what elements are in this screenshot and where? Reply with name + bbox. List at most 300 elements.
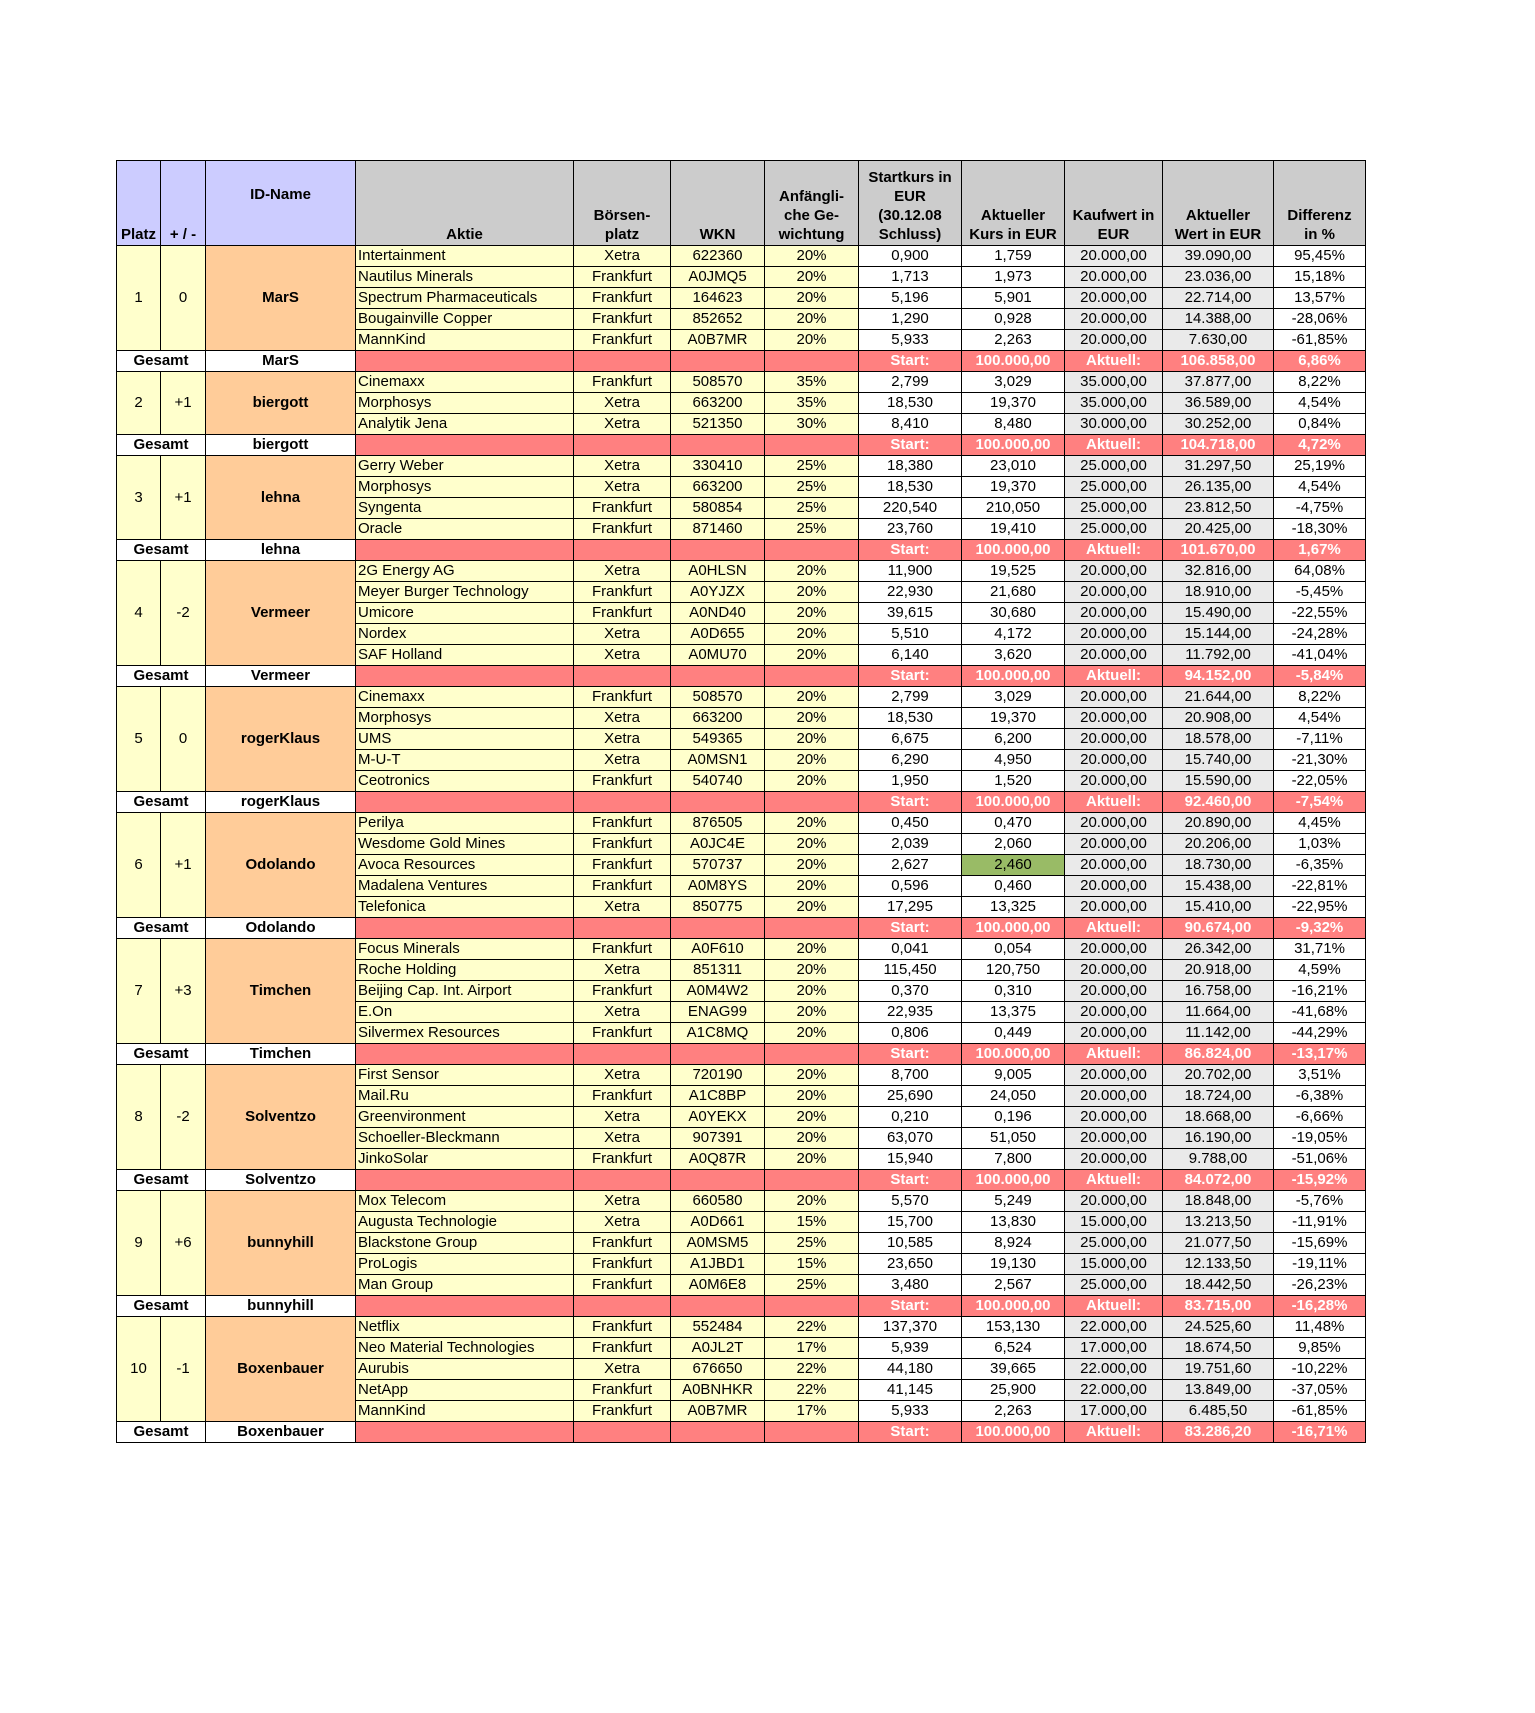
start-price-cell: 8,410 (859, 414, 962, 435)
current-value-cell: 24.525,60 (1163, 1317, 1274, 1338)
wkn-cell: 660580 (671, 1191, 765, 1212)
total-empty-cell (671, 918, 765, 939)
exchange-cell: Frankfurt (574, 1401, 671, 1422)
weight-cell: 20% (765, 939, 859, 960)
start-price-cell: 137,370 (859, 1317, 962, 1338)
exchange-cell: Xetra (574, 960, 671, 981)
total-current-label: Aktuell: (1065, 435, 1163, 456)
difference-cell: -4,75% (1274, 498, 1366, 519)
difference-cell: 11,48% (1274, 1317, 1366, 1338)
difference-cell: -5,45% (1274, 582, 1366, 603)
participant-name-cell: MarS (206, 246, 356, 351)
wkn-cell: A0YJZX (671, 582, 765, 603)
weight-cell: 35% (765, 393, 859, 414)
rank-change-cell: -2 (161, 561, 206, 666)
total-start-label: Start: (859, 666, 962, 687)
total-difference: -15,92% (1274, 1170, 1366, 1191)
current-value-cell: 26.135,00 (1163, 477, 1274, 498)
current-price-cell: 39,665 (962, 1359, 1065, 1380)
difference-cell: -18,30% (1274, 519, 1366, 540)
total-row (117, 1044, 1366, 1065)
rank-cell: 5 (117, 687, 161, 792)
ranking-table (116, 160, 1366, 1443)
start-price-cell: 2,627 (859, 855, 962, 876)
current-value-cell: 11.792,00 (1163, 645, 1274, 666)
wkn-cell: 876505 (671, 813, 765, 834)
exchange-cell: Frankfurt (574, 582, 671, 603)
difference-cell: -51,06% (1274, 1149, 1366, 1170)
purchase-value-cell: 20.000,00 (1065, 1086, 1163, 1107)
wkn-cell: 907391 (671, 1128, 765, 1149)
current-price-cell: 0,928 (962, 309, 1065, 330)
total-empty-cell (574, 792, 671, 813)
start-price-cell: 5,939 (859, 1338, 962, 1359)
stock-name-cell: Mox Telecom (356, 1191, 574, 1212)
participant-name-cell: lehna (206, 456, 356, 540)
weight-cell: 20% (765, 1023, 859, 1044)
rank-change-cell: +6 (161, 1191, 206, 1296)
purchase-value-cell: 20.000,00 (1065, 1107, 1163, 1128)
exchange-cell: Frankfurt (574, 309, 671, 330)
start-price-cell: 17,295 (859, 897, 962, 918)
total-start-label: Start: (859, 1296, 962, 1317)
total-start-value: 100.000,00 (962, 666, 1065, 687)
current-value-cell: 11.664,00 (1163, 1002, 1274, 1023)
weight-cell: 20% (765, 1191, 859, 1212)
weight-cell: 20% (765, 561, 859, 582)
current-price-cell: 0,054 (962, 939, 1065, 960)
rank-change-cell: -2 (161, 1065, 206, 1170)
purchase-value-cell: 20.000,00 (1065, 897, 1163, 918)
purchase-value-cell: 20.000,00 (1065, 1128, 1163, 1149)
col-header-change: + / - (161, 161, 206, 246)
exchange-cell: Xetra (574, 456, 671, 477)
exchange-cell: Frankfurt (574, 687, 671, 708)
current-value-cell: 18.910,00 (1163, 582, 1274, 603)
stock-name-cell: Ceotronics (356, 771, 574, 792)
total-current-value: 83.286,20 (1163, 1422, 1274, 1443)
purchase-value-cell: 15.000,00 (1065, 1212, 1163, 1233)
total-label: Gesamt (117, 1044, 206, 1065)
exchange-cell: Xetra (574, 477, 671, 498)
total-empty-cell (671, 1296, 765, 1317)
current-price-cell: 2,060 (962, 834, 1065, 855)
exchange-cell: Xetra (574, 1212, 671, 1233)
total-label: Gesamt (117, 351, 206, 372)
total-empty-cell (765, 351, 859, 372)
total-empty-cell (765, 1170, 859, 1191)
difference-cell: -41,04% (1274, 645, 1366, 666)
stock-name-cell: Bougainville Copper (356, 309, 574, 330)
stock-name-cell: 2G Energy AG (356, 561, 574, 582)
weight-cell: 35% (765, 372, 859, 393)
current-price-cell: 2,567 (962, 1275, 1065, 1296)
start-price-cell: 23,760 (859, 519, 962, 540)
start-price-cell: 6,675 (859, 729, 962, 750)
stock-name-cell: Wesdome Gold Mines (356, 834, 574, 855)
total-empty-cell (574, 918, 671, 939)
rank-cell: 6 (117, 813, 161, 918)
stock-row (117, 561, 1366, 582)
participant-name-cell: Solventzo (206, 1065, 356, 1170)
total-empty-cell (671, 540, 765, 561)
start-price-cell: 18,530 (859, 477, 962, 498)
total-start-label: Start: (859, 792, 962, 813)
exchange-cell: Frankfurt (574, 1254, 671, 1275)
difference-cell: -61,85% (1274, 330, 1366, 351)
total-participant-name: Solventzo (206, 1170, 356, 1191)
current-value-cell: 23.036,00 (1163, 267, 1274, 288)
total-row (117, 918, 1366, 939)
purchase-value-cell: 15.000,00 (1065, 1254, 1163, 1275)
total-participant-name: Timchen (206, 1044, 356, 1065)
participant-name-cell: Boxenbauer (206, 1317, 356, 1422)
current-price-cell: 3,029 (962, 687, 1065, 708)
current-price-cell: 13,325 (962, 897, 1065, 918)
wkn-cell: A0M8YS (671, 876, 765, 897)
current-price-cell: 0,470 (962, 813, 1065, 834)
total-start-value: 100.000,00 (962, 1170, 1065, 1191)
start-price-cell: 10,585 (859, 1233, 962, 1254)
difference-cell: 95,45% (1274, 246, 1366, 267)
exchange-cell: Frankfurt (574, 519, 671, 540)
current-price-cell: 13,375 (962, 1002, 1065, 1023)
stock-name-cell: Silvermex Resources (356, 1023, 574, 1044)
stock-name-cell: Oracle (356, 519, 574, 540)
current-value-cell: 18.578,00 (1163, 729, 1274, 750)
current-value-cell: 30.252,00 (1163, 414, 1274, 435)
total-difference: -5,84% (1274, 666, 1366, 687)
total-empty-cell (765, 666, 859, 687)
difference-cell: 15,18% (1274, 267, 1366, 288)
start-price-cell: 0,370 (859, 981, 962, 1002)
stock-name-cell: Meyer Burger Technology (356, 582, 574, 603)
total-current-value: 94.152,00 (1163, 666, 1274, 687)
wkn-cell: 871460 (671, 519, 765, 540)
total-empty-cell (356, 1422, 574, 1443)
col-header-wkn: WKN (671, 161, 765, 246)
purchase-value-cell: 20.000,00 (1065, 330, 1163, 351)
exchange-cell: Frankfurt (574, 876, 671, 897)
current-value-cell: 13.213,50 (1163, 1212, 1274, 1233)
current-value-cell: 15.740,00 (1163, 750, 1274, 771)
current-value-cell: 20.890,00 (1163, 813, 1274, 834)
wkn-cell: 663200 (671, 477, 765, 498)
rank-cell: 8 (117, 1065, 161, 1170)
start-price-cell: 2,799 (859, 687, 962, 708)
weight-cell: 20% (765, 309, 859, 330)
wkn-cell: 330410 (671, 456, 765, 477)
current-price-cell: 19,370 (962, 393, 1065, 414)
total-label: Gesamt (117, 918, 206, 939)
weight-cell: 20% (765, 834, 859, 855)
participant-name-cell: Vermeer (206, 561, 356, 666)
exchange-cell: Xetra (574, 897, 671, 918)
current-price-cell: 19,370 (962, 477, 1065, 498)
total-start-value: 100.000,00 (962, 1422, 1065, 1443)
total-empty-cell (574, 666, 671, 687)
total-empty-cell (356, 792, 574, 813)
purchase-value-cell: 20.000,00 (1065, 981, 1163, 1002)
purchase-value-cell: 25.000,00 (1065, 456, 1163, 477)
weight-cell: 20% (765, 246, 859, 267)
current-value-cell: 21.644,00 (1163, 687, 1274, 708)
stock-name-cell: Syngenta (356, 498, 574, 519)
wkn-cell: A0HLSN (671, 561, 765, 582)
weight-cell: 20% (765, 1086, 859, 1107)
exchange-cell: Xetra (574, 1107, 671, 1128)
stock-name-cell: Mail.Ru (356, 1086, 574, 1107)
participant-name-cell: Timchen (206, 939, 356, 1044)
total-start-value: 100.000,00 (962, 351, 1065, 372)
wkn-cell: 570737 (671, 855, 765, 876)
current-value-cell: 15.144,00 (1163, 624, 1274, 645)
col-header-aktie: Aktie (356, 161, 574, 246)
total-row (117, 666, 1366, 687)
total-empty-cell (574, 1170, 671, 1191)
participant-name-cell: biergott (206, 372, 356, 435)
total-empty-cell (765, 1422, 859, 1443)
exchange-cell: Frankfurt (574, 1275, 671, 1296)
wkn-cell: A1JBD1 (671, 1254, 765, 1275)
current-value-cell: 18.668,00 (1163, 1107, 1274, 1128)
table-header (117, 161, 1366, 246)
stock-name-cell: Cinemaxx (356, 372, 574, 393)
exchange-cell: Xetra (574, 393, 671, 414)
stock-row (117, 1191, 1366, 1212)
weight-cell: 22% (765, 1359, 859, 1380)
exchange-cell: Frankfurt (574, 1380, 671, 1401)
current-value-cell: 15.490,00 (1163, 603, 1274, 624)
current-price-cell: 19,370 (962, 708, 1065, 729)
total-current-label: Aktuell: (1065, 918, 1163, 939)
stock-name-cell: Focus Minerals (356, 939, 574, 960)
exchange-cell: Frankfurt (574, 288, 671, 309)
purchase-value-cell: 20.000,00 (1065, 624, 1163, 645)
wkn-cell: A0D655 (671, 624, 765, 645)
difference-cell: -19,05% (1274, 1128, 1366, 1149)
start-price-cell: 0,596 (859, 876, 962, 897)
current-value-cell: 7.630,00 (1163, 330, 1274, 351)
difference-cell: 8,22% (1274, 687, 1366, 708)
current-value-cell: 20.425,00 (1163, 519, 1274, 540)
stock-name-cell: Morphosys (356, 708, 574, 729)
wkn-cell: 852652 (671, 309, 765, 330)
current-price-cell: 30,680 (962, 603, 1065, 624)
wkn-cell: A0D661 (671, 1212, 765, 1233)
difference-cell: -11,91% (1274, 1212, 1366, 1233)
weight-cell: 20% (765, 855, 859, 876)
exchange-cell: Xetra (574, 1359, 671, 1380)
wkn-cell: A1C8BP (671, 1086, 765, 1107)
current-value-cell: 15.590,00 (1163, 771, 1274, 792)
wkn-cell: 508570 (671, 372, 765, 393)
purchase-value-cell: 20.000,00 (1065, 960, 1163, 981)
purchase-value-cell: 20.000,00 (1065, 288, 1163, 309)
exchange-cell: Xetra (574, 1065, 671, 1086)
total-label: Gesamt (117, 792, 206, 813)
start-price-cell: 5,933 (859, 330, 962, 351)
current-value-cell: 18.724,00 (1163, 1086, 1274, 1107)
difference-cell: -26,23% (1274, 1275, 1366, 1296)
exchange-cell: Frankfurt (574, 834, 671, 855)
col-header-startkurs: Startkurs in EUR (30.12.08 Schluss) (859, 161, 962, 246)
total-start-label: Start: (859, 1422, 962, 1443)
stock-row (117, 246, 1366, 267)
wkn-cell: 720190 (671, 1065, 765, 1086)
start-price-cell: 1,950 (859, 771, 962, 792)
purchase-value-cell: 20.000,00 (1065, 750, 1163, 771)
stock-name-cell: Telefonica (356, 897, 574, 918)
start-price-cell: 2,039 (859, 834, 962, 855)
total-participant-name: Vermeer (206, 666, 356, 687)
exchange-cell: Frankfurt (574, 1233, 671, 1254)
wkn-cell: 552484 (671, 1317, 765, 1338)
wkn-cell: A1C8MQ (671, 1023, 765, 1044)
total-empty-cell (356, 1296, 574, 1317)
start-price-cell: 22,935 (859, 1002, 962, 1023)
col-header-kaufwert: Kaufwert in EUR (1065, 161, 1163, 246)
total-empty-cell (356, 1170, 574, 1191)
wkn-cell: A0B7MR (671, 1401, 765, 1422)
weight-cell: 20% (765, 750, 859, 771)
current-value-cell: 15.438,00 (1163, 876, 1274, 897)
weight-cell: 20% (765, 582, 859, 603)
total-empty-cell (574, 1044, 671, 1065)
rank-change-cell: 0 (161, 246, 206, 351)
stock-row (117, 813, 1366, 834)
current-price-cell: 3,029 (962, 372, 1065, 393)
exchange-cell: Xetra (574, 246, 671, 267)
stock-name-cell: Morphosys (356, 477, 574, 498)
wkn-cell: A0M6E8 (671, 1275, 765, 1296)
stock-name-cell: Augusta Technologie (356, 1212, 574, 1233)
current-value-cell: 16.758,00 (1163, 981, 1274, 1002)
wkn-cell: 663200 (671, 708, 765, 729)
stock-row (117, 372, 1366, 393)
current-price-cell: 5,249 (962, 1191, 1065, 1212)
purchase-value-cell: 22.000,00 (1065, 1317, 1163, 1338)
stock-name-cell: Madalena Ventures (356, 876, 574, 897)
total-difference: -7,54% (1274, 792, 1366, 813)
current-price-cell: 120,750 (962, 960, 1065, 981)
total-difference: 1,67% (1274, 540, 1366, 561)
difference-cell: -6,38% (1274, 1086, 1366, 1107)
stock-row (117, 687, 1366, 708)
total-empty-cell (671, 666, 765, 687)
total-empty-cell (356, 666, 574, 687)
weight-cell: 20% (765, 267, 859, 288)
weight-cell: 20% (765, 687, 859, 708)
exchange-cell: Frankfurt (574, 813, 671, 834)
current-price-cell: 19,410 (962, 519, 1065, 540)
total-empty-cell (671, 1422, 765, 1443)
wkn-cell: A0MU70 (671, 645, 765, 666)
current-price-cell: 19,130 (962, 1254, 1065, 1275)
exchange-cell: Xetra (574, 624, 671, 645)
exchange-cell: Xetra (574, 645, 671, 666)
total-start-value: 100.000,00 (962, 1296, 1065, 1317)
total-start-value: 100.000,00 (962, 540, 1065, 561)
total-empty-cell (574, 1296, 671, 1317)
weight-cell: 20% (765, 876, 859, 897)
rank-change-cell: +1 (161, 456, 206, 540)
total-current-value: 90.674,00 (1163, 918, 1274, 939)
weight-cell: 22% (765, 1380, 859, 1401)
stock-row (117, 456, 1366, 477)
difference-cell: -7,11% (1274, 729, 1366, 750)
purchase-value-cell: 20.000,00 (1065, 582, 1163, 603)
difference-cell: -15,69% (1274, 1233, 1366, 1254)
stock-name-cell: Morphosys (356, 393, 574, 414)
rank-change-cell: +1 (161, 372, 206, 435)
stock-name-cell: E.On (356, 1002, 574, 1023)
wkn-cell: A0JMQ5 (671, 267, 765, 288)
current-price-cell: 5,901 (962, 288, 1065, 309)
stock-name-cell: Nautilus Minerals (356, 267, 574, 288)
stock-row (117, 1065, 1366, 1086)
current-value-cell: 9.788,00 (1163, 1149, 1274, 1170)
start-price-cell: 18,530 (859, 393, 962, 414)
start-price-cell: 1,713 (859, 267, 962, 288)
stock-name-cell: Roche Holding (356, 960, 574, 981)
purchase-value-cell: 22.000,00 (1065, 1380, 1163, 1401)
exchange-cell: Frankfurt (574, 372, 671, 393)
col-header-boersenplatz: Börsen- platz (574, 161, 671, 246)
exchange-cell: Xetra (574, 414, 671, 435)
weight-cell: 20% (765, 960, 859, 981)
exchange-cell: Xetra (574, 1002, 671, 1023)
weight-cell: 25% (765, 519, 859, 540)
exchange-cell: Frankfurt (574, 1086, 671, 1107)
col-header-aktueller-kurs: Aktueller Kurs in EUR (962, 161, 1065, 246)
wkn-cell: A0F610 (671, 939, 765, 960)
difference-cell: 13,57% (1274, 288, 1366, 309)
total-current-label: Aktuell: (1065, 1422, 1163, 1443)
weight-cell: 20% (765, 645, 859, 666)
current-value-cell: 16.190,00 (1163, 1128, 1274, 1149)
current-price-cell: 3,620 (962, 645, 1065, 666)
purchase-value-cell: 20.000,00 (1065, 603, 1163, 624)
total-label: Gesamt (117, 1422, 206, 1443)
wkn-cell: A0BNHKR (671, 1380, 765, 1401)
difference-cell: -22,05% (1274, 771, 1366, 792)
wkn-cell: A0ND40 (671, 603, 765, 624)
rank-change-cell: -1 (161, 1317, 206, 1422)
stock-name-cell: Gerry Weber (356, 456, 574, 477)
stock-name-cell: Analytik Jena (356, 414, 574, 435)
table-body (117, 246, 1366, 1443)
purchase-value-cell: 20.000,00 (1065, 246, 1163, 267)
current-price-cell: 8,924 (962, 1233, 1065, 1254)
total-current-label: Aktuell: (1065, 540, 1163, 561)
weight-cell: 20% (765, 897, 859, 918)
current-price-cell: 13,830 (962, 1212, 1065, 1233)
difference-cell: 9,85% (1274, 1338, 1366, 1359)
start-price-cell: 5,510 (859, 624, 962, 645)
difference-cell: -6,66% (1274, 1107, 1366, 1128)
wkn-cell: 164623 (671, 288, 765, 309)
start-price-cell: 22,930 (859, 582, 962, 603)
total-empty-cell (765, 918, 859, 939)
difference-cell: -24,28% (1274, 624, 1366, 645)
total-label: Gesamt (117, 1296, 206, 1317)
col-header-aktueller-wert: Aktueller Wert in EUR (1163, 161, 1274, 246)
total-empty-cell (356, 1044, 574, 1065)
total-row (117, 540, 1366, 561)
total-empty-cell (574, 1422, 671, 1443)
start-price-cell: 0,900 (859, 246, 962, 267)
